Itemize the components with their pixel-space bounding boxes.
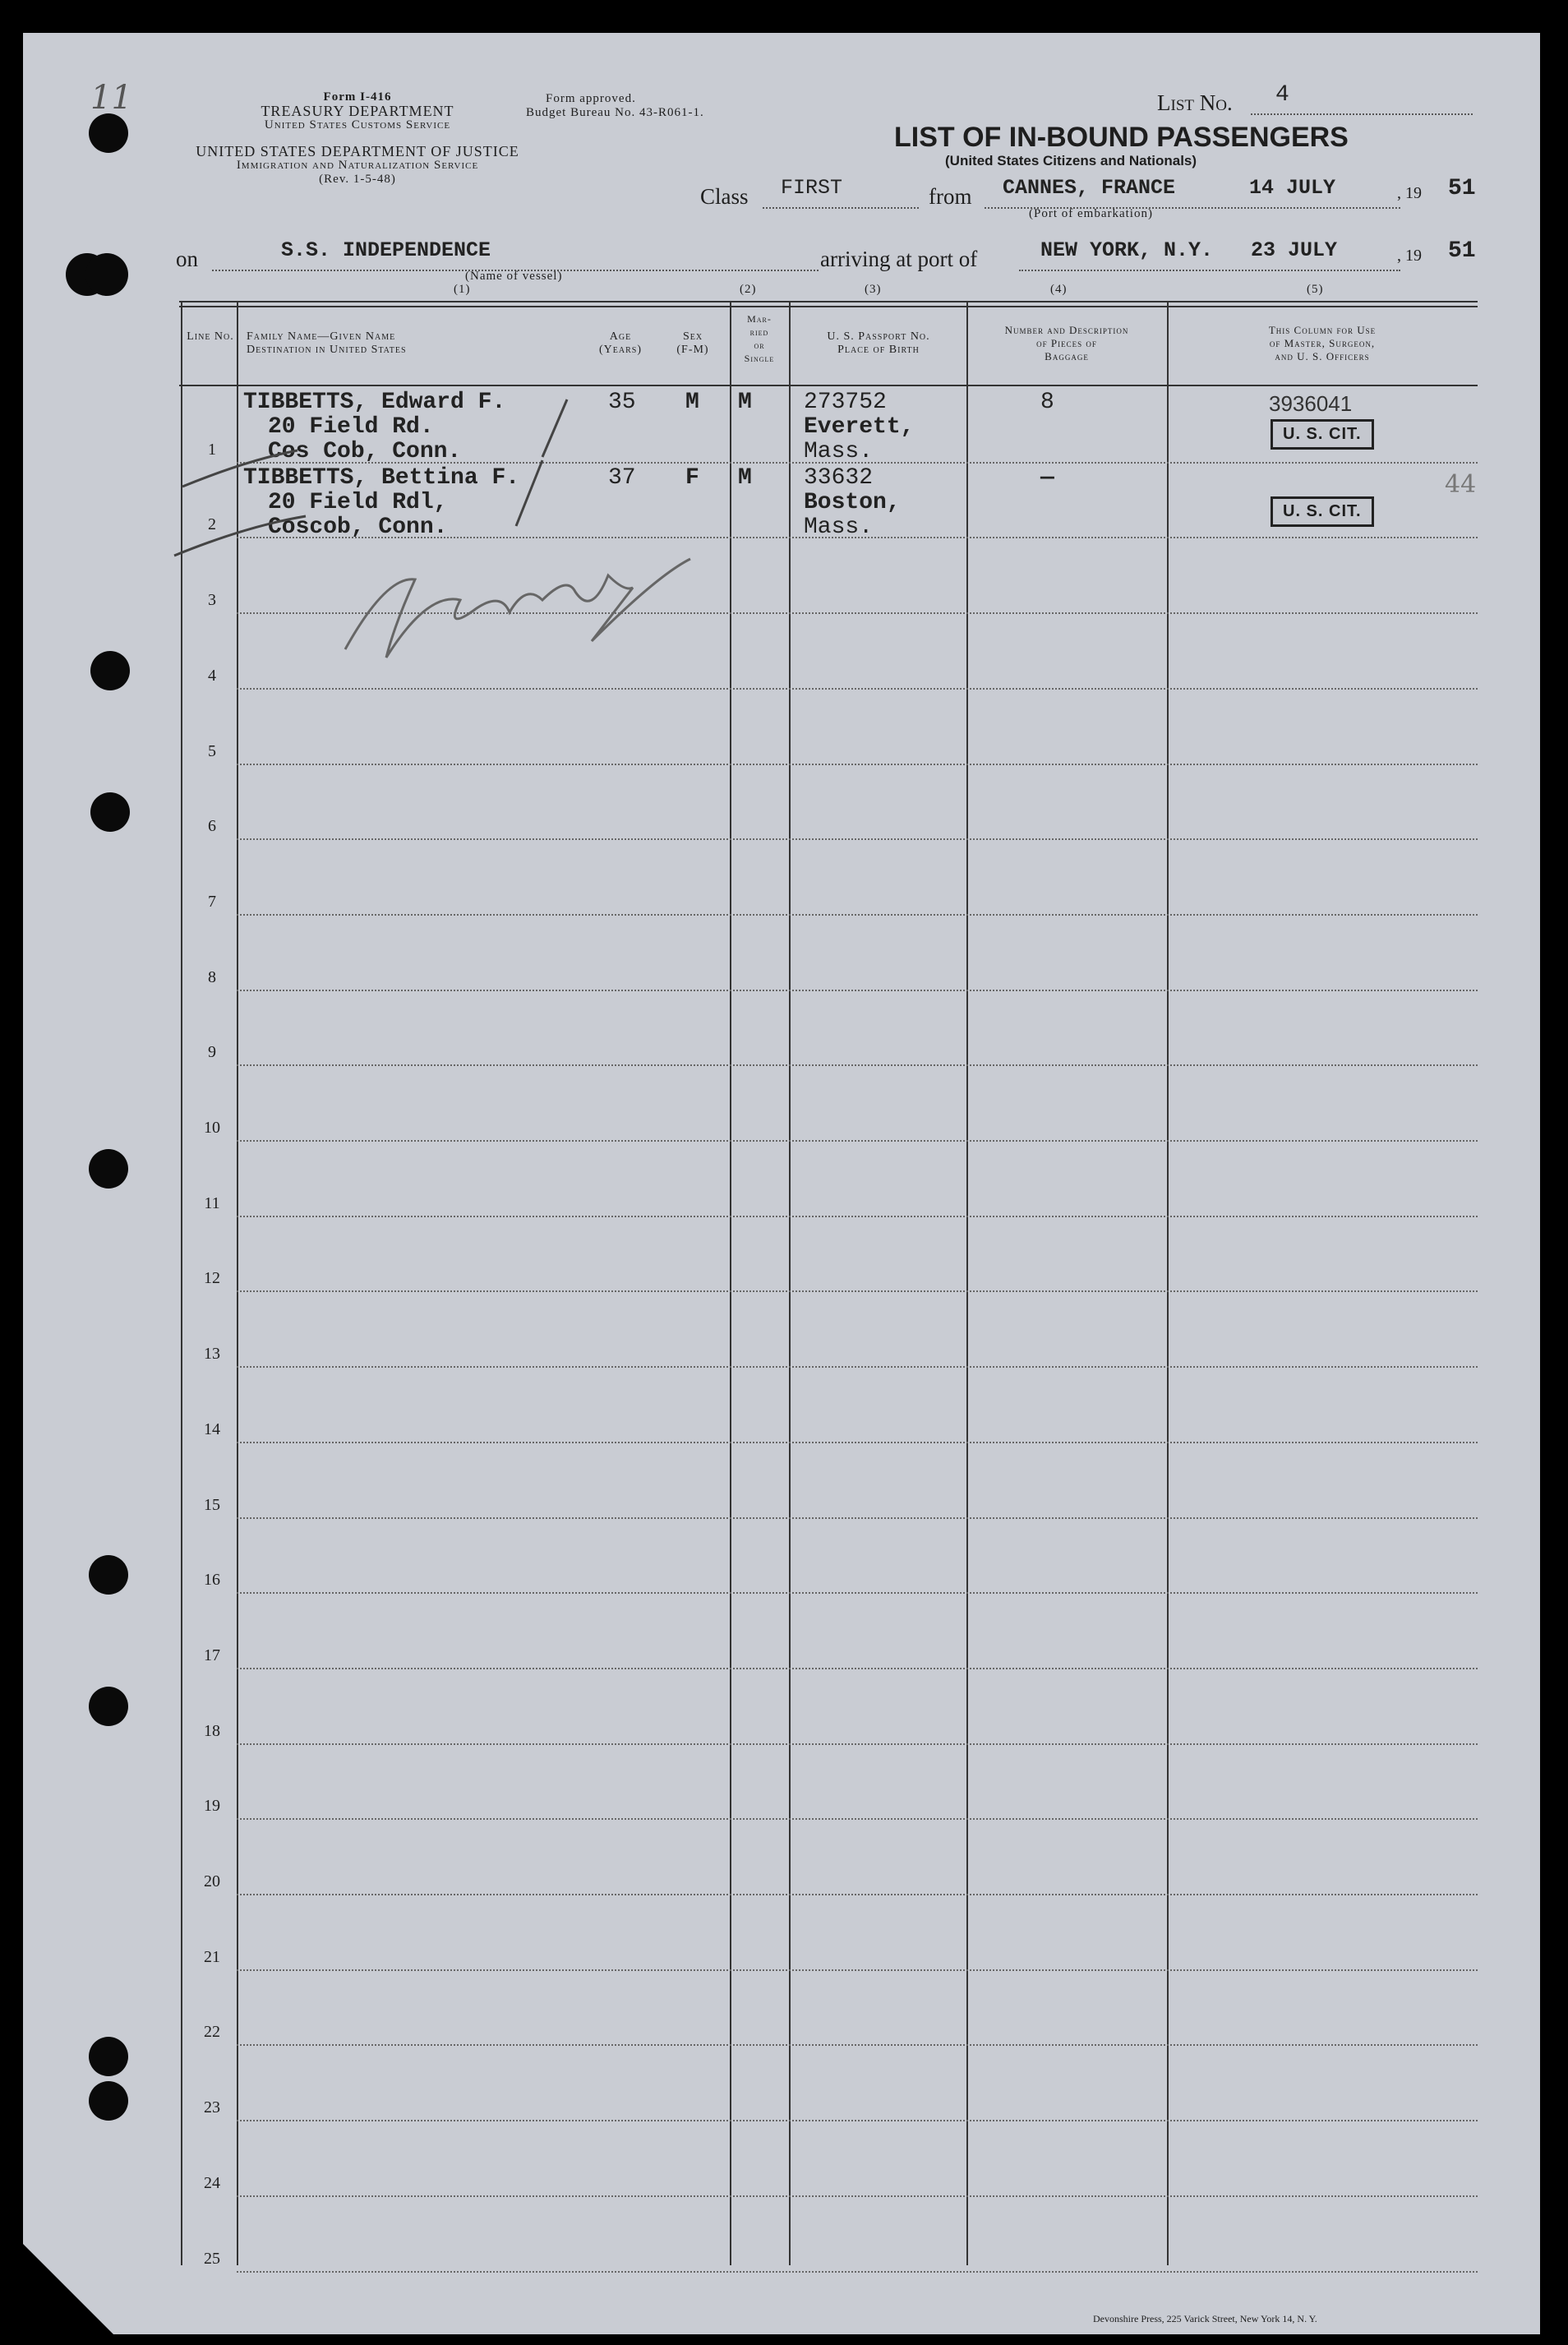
line-number: 24 [204, 2174, 220, 2192]
passenger-2-age: 37 [608, 465, 636, 491]
list-no-value: 4 [1275, 82, 1289, 108]
list-no-line [1251, 113, 1473, 115]
row-line [237, 1366, 1478, 1368]
header-line-no: Line No. [187, 330, 234, 343]
ins-service: Immigration and Naturalization Service [236, 159, 479, 172]
justice-dept: UNITED STATES DEPARTMENT OF JUSTICE [196, 143, 519, 159]
row-line [237, 764, 1478, 765]
line-number: 17 [204, 1646, 220, 1664]
form-block [173, 90, 542, 132]
passenger-2-passport: 33632 [804, 465, 874, 491]
line-number: 22 [204, 2023, 220, 2041]
row-line [237, 2195, 1478, 2197]
row-line [237, 1216, 1478, 1217]
header-officers: This Column for Use of Master, Surgeon, and U. S. Officers [1268, 324, 1377, 362]
row-line [237, 1140, 1478, 1142]
line-number: 7 [208, 893, 216, 911]
line-number: 12 [204, 1269, 220, 1287]
form-number: Form I-416 [323, 90, 392, 104]
arrival-port: NEW YORK, N.Y. [1040, 238, 1214, 262]
arrival-year-prefix: , 19 [1397, 247, 1422, 265]
row-line [237, 1442, 1478, 1443]
passenger-1-baggage: 8 [1040, 390, 1054, 415]
from-year: 51 [1448, 176, 1476, 201]
passenger-1-age: 35 [608, 390, 636, 415]
page-subtitle: (United States Citizens and Nationals) [945, 153, 1197, 168]
form-approved: Form approved. [546, 92, 636, 105]
punch-hole [89, 1149, 128, 1189]
punch-hole [85, 253, 128, 296]
row-line [237, 2271, 1478, 2273]
punch-hole [89, 1687, 128, 1726]
printer-imprint: Devonshire Press, 225 Varick Street, New York 14, N. Y. [1093, 2313, 1317, 2324]
approval-block [526, 92, 704, 120]
line-number: 6 [208, 817, 216, 835]
punch-hole [89, 2081, 128, 2121]
arrival-date: 23 JULY [1251, 238, 1338, 262]
passenger-1-sex: M [685, 390, 699, 415]
list-no-label: List No. [1157, 90, 1233, 115]
line-number: 14 [204, 1420, 220, 1438]
row-line [237, 1743, 1478, 1745]
row-line [237, 1064, 1478, 1066]
line-number: 4 [208, 667, 216, 685]
revision: (Rev. 1-5-48) [319, 173, 396, 186]
arrival-year: 51 [1448, 238, 1476, 264]
page-title: LIST OF IN-BOUND PASSENGERS [894, 122, 1349, 153]
passenger-1-addr1: 20 Field Rd. [268, 414, 434, 440]
budget-bureau: Budget Bureau No. 43-R061-1. [526, 106, 704, 119]
row-line [237, 1517, 1478, 1519]
line-number: 15 [204, 1496, 220, 1514]
passenger-2-addr1: 20 Field Rdl, [268, 490, 448, 515]
line-number: 10 [204, 1119, 220, 1137]
line-number: 19 [204, 1797, 220, 1815]
on-label: on [176, 247, 198, 271]
treasury-dept: TREASURY DEPARTMENT [261, 103, 454, 119]
row-line [237, 688, 1478, 690]
row-line [237, 990, 1478, 991]
vessel-name: S.S. INDEPENDENCE [281, 238, 491, 262]
header-name: Family Name—Given Name Destination in United States [247, 330, 407, 356]
class-value: FIRST [781, 176, 843, 200]
header-sex: Sex (F-M) [676, 330, 709, 356]
row-line [237, 1668, 1478, 1669]
row-line [237, 2044, 1478, 2046]
row-line [237, 914, 1478, 916]
row-line [237, 1894, 1478, 1895]
corner-mark: 11 [90, 79, 132, 117]
arrival-line [1019, 270, 1400, 271]
passenger-2-married: M [738, 465, 752, 491]
line-number: 5 [208, 742, 216, 760]
line-number: 8 [208, 968, 216, 986]
line-number: 3 [208, 591, 216, 609]
row-line [237, 2120, 1478, 2121]
passenger-1-cit-stamp: U. S. CIT. [1271, 419, 1374, 450]
row-line [237, 838, 1478, 840]
from-year-prefix: , 19 [1397, 184, 1422, 202]
passenger-1-addr2: Cos Cob, Conn. [268, 439, 462, 464]
line-number: 23 [204, 2098, 220, 2117]
customs-service: United States Customs Service [264, 118, 451, 132]
passenger-2-name: TIBBETTS, Bettina F. [243, 465, 520, 491]
line-number: 2 [208, 515, 216, 533]
col-num-3: (3) [865, 283, 882, 296]
passenger-1-married: M [738, 390, 752, 415]
line-number: 21 [204, 1948, 220, 1966]
margin-note: 44 [1445, 470, 1477, 499]
col-num-4: (4) [1050, 283, 1068, 296]
row-line [237, 1592, 1478, 1594]
punch-hole [89, 2037, 128, 2076]
from-date: 14 JULY [1249, 176, 1336, 200]
header-baggage: Number and Description of Pieces of Baggage [1004, 324, 1129, 362]
punch-hole [89, 1555, 128, 1595]
passenger-1-name: TIBBETTS, Edward F. [243, 390, 506, 415]
header-age: Age (Years) [599, 330, 642, 356]
punch-hole [90, 651, 130, 690]
header-married: Mar- ried or Single [744, 313, 775, 364]
header-bottom-border [179, 385, 1478, 386]
from-label: from [929, 184, 972, 209]
line-number: 18 [204, 1722, 220, 1740]
passenger-2-birth1: Boston, [804, 490, 901, 515]
passenger-1-birth2: Mass. [804, 439, 874, 464]
table-top-border-2 [179, 306, 1478, 307]
row-line [237, 1818, 1478, 1820]
class-line [763, 207, 919, 209]
row-line [237, 612, 1478, 614]
col-num-5: (5) [1307, 283, 1324, 296]
row-line [237, 1969, 1478, 1971]
justice-block [173, 145, 542, 187]
document-sheet [23, 33, 1540, 2334]
passenger-2-sex: F [685, 465, 699, 491]
passenger-2-birth2: Mass. [804, 515, 874, 540]
port-embark-label: (Port of embarkation) [1029, 207, 1153, 220]
line-number: 13 [204, 1345, 220, 1363]
table-top-border [179, 301, 1478, 302]
passenger-1-officer-note: 3936041 [1269, 391, 1353, 416]
passenger-2-baggage: — [1040, 465, 1054, 491]
line-number: 20 [204, 1872, 220, 1890]
class-label: Class [700, 184, 749, 209]
line-number: 11 [204, 1194, 220, 1212]
line-number: 9 [208, 1043, 216, 1061]
arriving-label: arriving at port of [820, 247, 978, 271]
passenger-2-cit-stamp: U. S. CIT. [1271, 496, 1374, 527]
passenger-1-passport: 273752 [804, 390, 887, 415]
col-num-2: (2) [740, 283, 757, 296]
line-number: 25 [204, 2250, 220, 2268]
punch-hole [89, 113, 128, 153]
header-passport: U. S. Passport No. Place of Birth [827, 330, 930, 356]
col-divider [181, 301, 182, 2265]
passenger-1-birth1: Everett, [804, 414, 915, 440]
line-number: 16 [204, 1571, 220, 1589]
line-number: 1 [208, 441, 216, 459]
row-line [237, 1290, 1478, 1292]
passenger-2-addr2: Coscob, Conn. [268, 515, 448, 540]
col-num-1: (1) [454, 283, 471, 296]
from-port: CANNES, FRANCE [1003, 176, 1176, 200]
vessel-label: (Name of vessel) [465, 270, 563, 283]
punch-hole [90, 792, 130, 832]
